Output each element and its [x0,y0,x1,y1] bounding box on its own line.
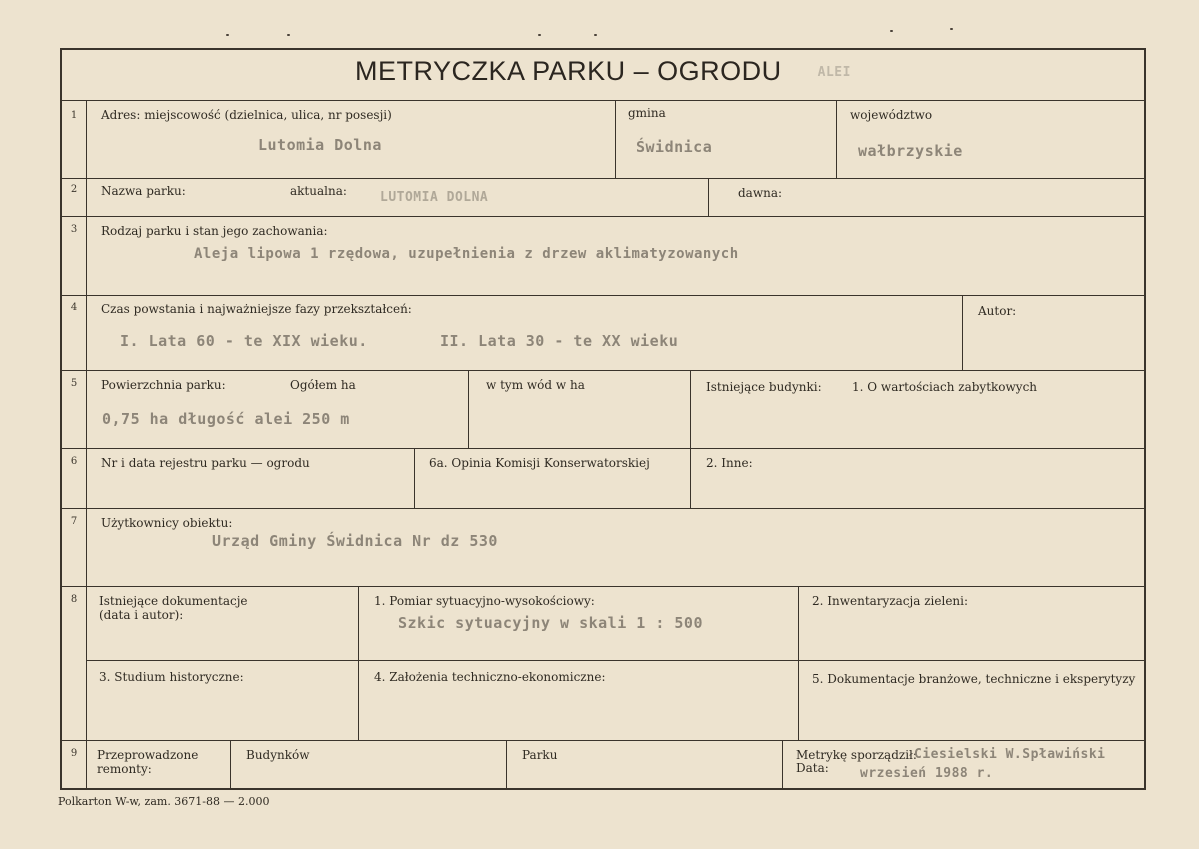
form-title-text: METRYCZKA PARKU – OGRODU [355,56,782,86]
author-label: Autor: [978,304,1017,318]
technical-economic-label: 4. Założenia techniczno-ekonomiczne: [374,670,606,684]
former-name-label: dawna: [738,186,783,200]
row-separator [62,100,1144,101]
column-rule [708,178,709,216]
users-value: Urząd Gminy Świdnica Nr dz 530 [212,532,498,550]
column-rule [230,740,231,788]
column-rule [836,100,837,178]
row-number: 9 [70,748,78,759]
column-rule [690,370,691,508]
row-separator [62,508,1144,509]
date-value: wrzesień 1988 r. [860,766,994,781]
current-name-label: aktualna: [290,184,347,198]
column-rule [798,586,799,740]
column-rule [615,100,616,178]
row-separator [62,740,1144,741]
title-stamp: ALEI [817,65,851,81]
paper-speck [890,30,893,32]
area-label: Powierzchnia parku: [101,378,226,392]
column-rule [782,740,783,788]
address-value: Lutomia Dolna [258,136,382,154]
total-area-label: Ogółem ha [290,378,356,392]
row-separator [62,295,1144,296]
column-rule [506,740,507,788]
users-label: Użytkownicy obiektu: [101,516,233,530]
existing-docs-label: Istniejące dokumentacje (data i autor): [99,594,248,622]
voivodeship-label: województwo [850,108,933,122]
row-number: 5 [70,378,78,389]
column-rule [414,448,415,508]
gmina-value: Świdnica [636,138,713,156]
date-label: Data: [796,761,829,775]
paper-speck [594,34,597,36]
survey-value: Szkic sytuacyjny w skali 1 : 500 [398,614,703,632]
column-rule [962,295,963,370]
branch-docs-label: 5. Dokumentacje branżowe, techniczne i eksperytyzy [812,672,1136,686]
conservation-opinion-label: 6a. Opinia Komisji Konserwatorskiej [429,456,650,470]
row-separator [62,178,1144,179]
area-value: 0,75 ha długość alei 250 m [102,410,350,428]
paper-speck [287,34,290,36]
other-buildings-label: 2. Inne: [706,456,753,470]
park-name-label: Nazwa parku: [101,184,186,198]
print-footer: Polkarton W-w, zam. 3671-88 — 2.000 [58,795,270,808]
row-number: 3 [70,224,78,235]
historical-study-label: 3. Studium historyczne: [99,670,244,684]
park-record-card [60,48,1146,790]
row-number: 7 [70,516,78,527]
water-area-label: w tym wód w ha [486,378,585,392]
creation-phase-1: I. Lata 60 - te XIX wieku. [120,332,368,350]
row-number: 8 [70,594,78,605]
row-number: 4 [70,302,78,313]
made-by-value: Ciesielski W.Spławiński [914,747,1106,762]
paper-speck [950,28,953,30]
row-separator [62,370,1144,371]
repairs-label: Przeprowadzone remonty: [97,748,199,776]
row-number: 1 [70,110,78,121]
column-rule [358,586,359,740]
monument-buildings-label: 1. O wartościach zabytkowych [852,380,1038,394]
voivodeship-value: wałbrzyskie [858,142,963,160]
row-number: 2 [70,184,78,195]
park-type-label: Rodzaj parku i stan jego zachowania: [101,224,328,238]
address-label: Adres: miejscowość (dzielnica, ulica, nr posesji) [101,108,392,122]
number-column-rule [86,100,87,788]
creation-phase-2: II. Lata 30 - te XX wieku [440,332,679,350]
repairs-buildings-label: Budynków [246,748,310,762]
row-separator [86,660,1144,661]
existing-buildings-label: Istniejące budynki: [706,380,822,394]
row-number: 6 [70,456,78,467]
column-rule [468,370,469,448]
row-separator [62,216,1144,217]
made-by-label: Metrykę sporządził: [796,748,917,762]
register-label: Nr i data rejestru parku — ogrodu [101,456,310,470]
row-separator [62,448,1144,449]
paper-speck [538,34,541,36]
current-name-value: LUTOMIA DOLNA [380,190,489,205]
creation-time-label: Czas powstania i najważniejsze fazy przekształceń: [101,302,412,316]
park-type-value: Aleja lipowa 1 rzędowa, uzupełnienia z drzew aklimatyzowanych [194,246,739,262]
survey-label: 1. Pomiar sytuacyjno-wysokościowy: [374,594,595,608]
paper-speck [226,34,229,36]
greenery-inventory-label: 2. Inwentaryzacja zieleni: [812,594,969,608]
row-separator [62,586,1144,587]
form-title [62,56,1144,87]
repairs-park-label: Parku [522,748,558,762]
gmina-label: gmina [628,106,666,120]
